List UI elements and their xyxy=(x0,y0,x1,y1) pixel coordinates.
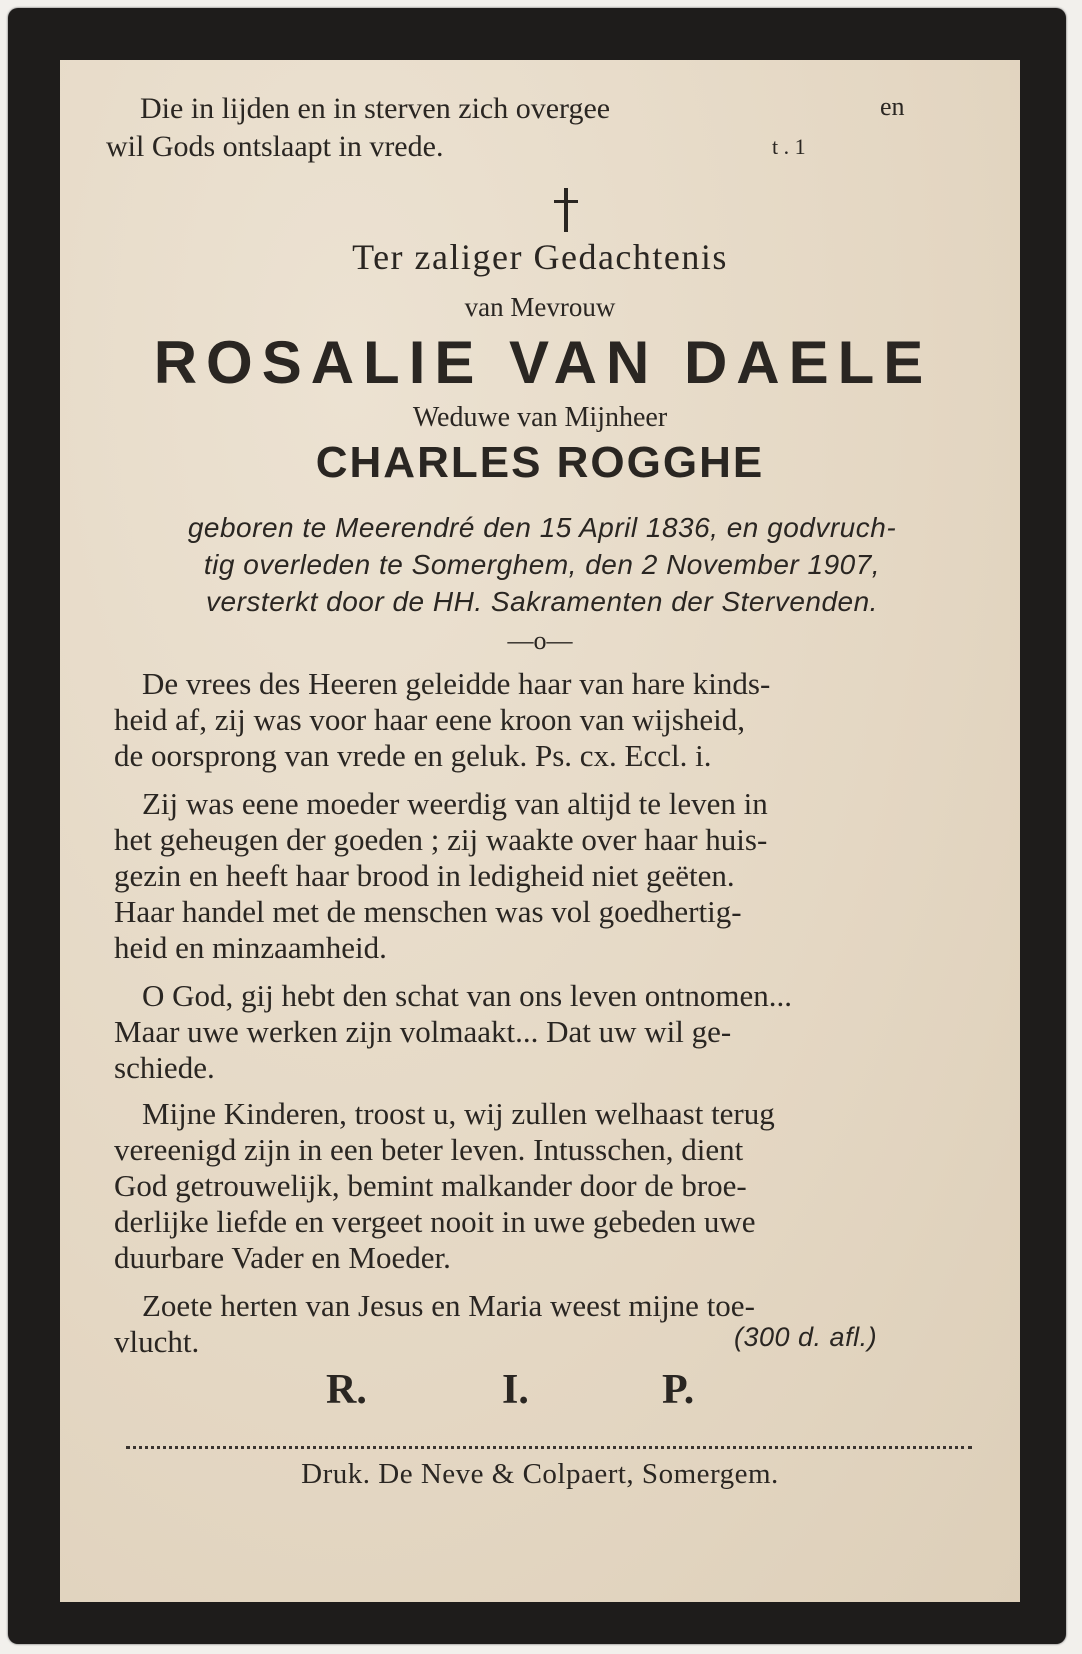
p2-line-1: Zij was eene moeder weerdig van altijd te leven in xyxy=(142,786,768,821)
verse-line-2-end: t . 1 xyxy=(772,134,806,159)
memorial-card xyxy=(8,8,1066,1644)
separator: —o— xyxy=(507,626,573,655)
birth-death-line-1: geboren te Meerendré den 15 April 1836, en godvruch- xyxy=(187,512,897,543)
rip-r: R. xyxy=(326,1367,367,1413)
p5-line-1: Zoete herten van Jesus en Maria weest mijne toe- xyxy=(142,1288,755,1323)
p3-line-2: Maar uwe werken zijn volmaakt... Dat uw wil ge- xyxy=(114,1014,732,1049)
printer-credit: Druk. De Neve & Colpaert, Somergem. xyxy=(301,1458,779,1490)
p1-line-1: De vrees des Heeren geleidde haar van hare kinds- xyxy=(142,666,771,701)
p2-line-2: het geheugen der goeden ; zij waakte over haar huis- xyxy=(114,822,768,857)
verse-line-1: Die in lijden en in sterven zich overgee xyxy=(140,92,611,125)
p2-line-5: heid en minzaamheid. xyxy=(114,930,387,965)
p4-line-2: vereenigd zijn in een beter leven. Intusschen, dient xyxy=(114,1132,744,1167)
p2-line-4: Haar handel met de menschen was vol goedhertig- xyxy=(114,894,742,929)
husband-name: CHARLES ROGGHE xyxy=(315,438,765,487)
rip-i: I. xyxy=(502,1367,529,1413)
dotted-divider xyxy=(126,1446,972,1449)
p4-line-1: Mijne Kinderen, troost u, wij zullen welhaast terug xyxy=(142,1096,775,1131)
verse-line-1-end: en xyxy=(880,92,905,121)
cross-icon xyxy=(554,188,578,232)
p1-line-2: heid af, zij was voor haar eene kroon van wijsheid, xyxy=(114,702,745,737)
deceased-name: ROSALIE VAN DAELE xyxy=(153,329,933,396)
verse-line-2: wil Gods ontslaapt in vrede. xyxy=(106,130,444,163)
p4-line-4: derlijke liefde en vergeet nooit in uwe gebeden uwe xyxy=(114,1204,756,1239)
p5-line-2: vlucht. xyxy=(114,1324,200,1359)
memorial-heading: Ter zaliger Gedachtenis xyxy=(352,237,728,277)
van-mevrouw: van Mevrouw xyxy=(464,292,616,322)
p3-line-3: schiede. xyxy=(114,1050,215,1085)
p4-line-5: duurbare Vader en Moeder. xyxy=(114,1240,451,1275)
birth-death-line-3: versterkt door de HH. Sakramenten der Stervenden. xyxy=(206,586,878,617)
indulgence-note: (300 d. afl.) xyxy=(734,1322,878,1352)
rip-p: P. xyxy=(662,1367,695,1413)
p4-line-3: God getrouwelijk, bemint malkander door de broe- xyxy=(114,1168,747,1203)
card-paper xyxy=(60,60,1020,1602)
widow-of: Weduwe van Mijnheer xyxy=(412,402,668,433)
p1-line-3: de oorsprong van vrede en geluk. Ps. cx. Eccl. i. xyxy=(114,738,712,773)
birth-death-line-2: tig overleden te Somerghem, den 2 November 1907, xyxy=(203,549,881,580)
p2-line-3: gezin en heeft haar brood in ledigheid niet geëten. xyxy=(114,858,735,893)
p3-line-1: O God, gij hebt den schat van ons leven ontnomen... xyxy=(142,978,793,1013)
